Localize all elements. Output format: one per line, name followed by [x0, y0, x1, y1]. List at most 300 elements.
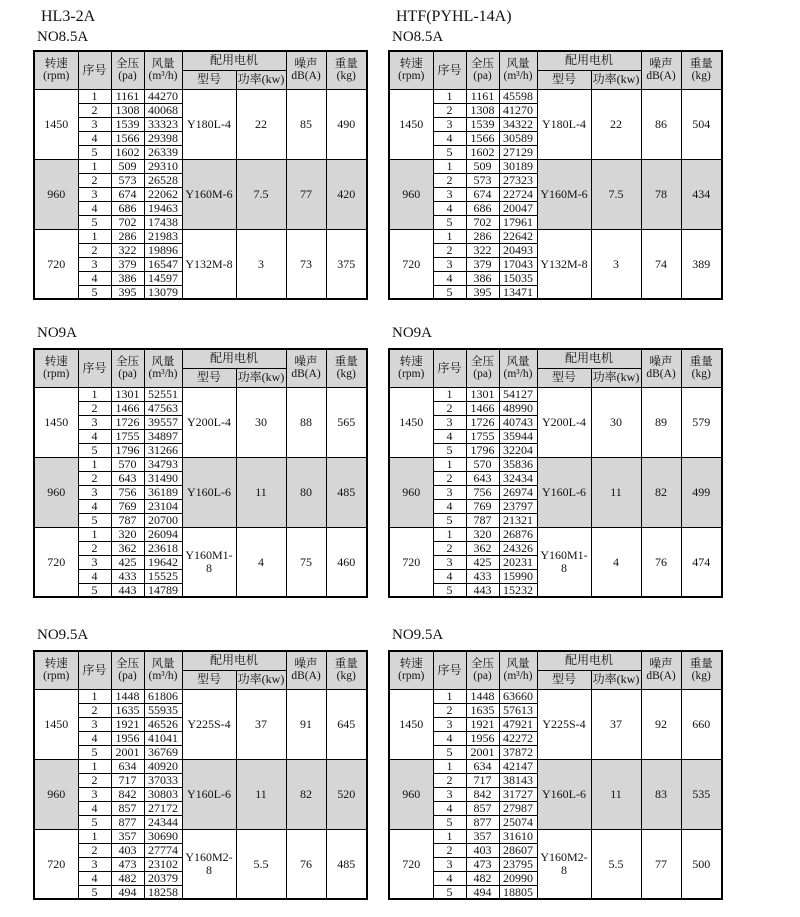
airflow-cell: 14597 [144, 271, 182, 285]
pressure-cell: 425 [111, 555, 144, 569]
pressure-cell: 494 [111, 885, 144, 899]
power-cell: 30 [591, 387, 641, 457]
pressure-cell: 717 [111, 773, 144, 787]
pressure-cell: 322 [111, 243, 144, 257]
pressure-cell: 494 [466, 885, 499, 899]
serial-cell: 5 [433, 513, 466, 527]
spec-table [388, 348, 723, 598]
noise-cell: 75 [286, 527, 326, 597]
serial-cell: 3 [78, 187, 111, 201]
table-row [34, 89, 367, 103]
pressure-cell: 634 [111, 759, 144, 773]
pressure-cell: 386 [466, 271, 499, 285]
header-speed-line2: (rpm) [398, 670, 425, 683]
airflow-cell: 45598 [499, 89, 537, 103]
rpm-cell: 1450 [34, 689, 78, 759]
header-motor-group: 配用电机 [182, 349, 286, 368]
weight-cell: 434 [681, 159, 722, 229]
header-pressure-line2: (pa) [118, 70, 137, 83]
serial-cell: 2 [433, 703, 466, 717]
serial-cell: 3 [433, 787, 466, 801]
header-serial: 序号 [78, 51, 111, 89]
airflow-cell: 23104 [144, 499, 182, 513]
header-speed-line2: (rpm) [398, 368, 425, 381]
pressure-cell: 1755 [466, 429, 499, 443]
pressure-cell: 1755 [111, 429, 144, 443]
pressure-cell: 570 [111, 457, 144, 471]
serial-cell: 5 [433, 583, 466, 597]
pressure-cell: 787 [466, 513, 499, 527]
pressure-cell: 756 [466, 485, 499, 499]
pressure-cell: 573 [466, 173, 499, 187]
airflow-cell: 47563 [144, 401, 182, 415]
pressure-cell: 787 [111, 513, 144, 527]
header-pressure-line1: 全压 [471, 57, 494, 70]
noise-cell: 76 [641, 527, 681, 597]
serial-cell: 4 [433, 569, 466, 583]
header-airflow-line1: 风量 [506, 355, 530, 368]
motor-model-cell: Y225S-4 [537, 689, 591, 759]
serial-cell: 5 [433, 745, 466, 759]
header-airflow [499, 349, 537, 387]
airflow-cell: 34793 [144, 457, 182, 471]
rpm-cell: 1450 [389, 89, 433, 159]
weight-cell: 389 [681, 229, 722, 299]
serial-cell: 1 [433, 457, 466, 471]
weight-cell: 565 [326, 387, 367, 457]
table-row [389, 527, 722, 541]
table-row [389, 689, 722, 703]
header-noise [641, 349, 681, 387]
table-body [389, 689, 722, 899]
power-cell: 22 [591, 89, 641, 159]
airflow-cell: 19463 [144, 201, 182, 215]
table-row [389, 829, 722, 843]
airflow-cell: 31610 [499, 829, 537, 843]
table-body [389, 89, 722, 299]
header-motor-model: 型号 [537, 70, 591, 89]
header-weight-line2: (kg) [336, 70, 356, 83]
serial-cell: 4 [433, 499, 466, 513]
airflow-cell: 63660 [499, 689, 537, 703]
pressure-cell: 857 [466, 801, 499, 815]
serial-cell: 4 [78, 569, 111, 583]
serial-cell: 4 [78, 201, 111, 215]
header-speed-line1: 转速 [44, 355, 68, 368]
airflow-cell: 23795 [499, 857, 537, 871]
airflow-cell: 55935 [144, 703, 182, 717]
header-weight-line1: 重量 [334, 57, 358, 70]
serial-cell: 4 [78, 871, 111, 885]
header-serial: 序号 [433, 651, 466, 689]
airflow-cell: 19642 [144, 555, 182, 569]
airflow-cell: 27774 [144, 843, 182, 857]
serial-cell: 1 [78, 89, 111, 103]
table-row [34, 527, 367, 541]
airflow-cell: 21983 [144, 229, 182, 243]
pressure-cell: 769 [111, 499, 144, 513]
weight-cell: 460 [326, 527, 367, 597]
serial-cell: 2 [433, 173, 466, 187]
airflow-cell: 20990 [499, 871, 537, 885]
table-header [389, 651, 722, 689]
airflow-cell: 35944 [499, 429, 537, 443]
airflow-cell: 44270 [144, 89, 182, 103]
rpm-cell: 720 [34, 527, 78, 597]
header-weight [681, 349, 722, 387]
header-noise [286, 651, 326, 689]
header-pressure-line1: 全压 [116, 57, 139, 70]
airflow-cell: 26094 [144, 527, 182, 541]
pressure-cell: 1539 [466, 117, 499, 131]
airflow-cell: 16547 [144, 257, 182, 271]
airflow-cell: 57613 [499, 703, 537, 717]
motor-model-cell: Y160L-6 [182, 457, 236, 527]
rpm-cell: 960 [34, 457, 78, 527]
pressure-cell: 473 [466, 857, 499, 871]
header-row-1 [389, 651, 722, 670]
airflow-cell: 26339 [144, 145, 182, 159]
motor-model-cell: Y160L-6 [537, 759, 591, 829]
header-motor-group: 配用电机 [537, 349, 641, 368]
power-cell: 30 [236, 387, 286, 457]
power-cell: 7.5 [591, 159, 641, 229]
header-motor-power: 功率(kw) [236, 70, 286, 89]
airflow-cell: 20493 [499, 243, 537, 257]
pressure-cell: 322 [466, 243, 499, 257]
pressure-cell: 1796 [111, 443, 144, 457]
model-title: NO8.5A [392, 29, 444, 45]
serial-cell: 2 [78, 703, 111, 717]
serial-cell: 5 [78, 215, 111, 229]
header-noise-line2: dB(A) [646, 670, 676, 683]
pressure-cell: 842 [111, 787, 144, 801]
header-weight [681, 51, 722, 89]
airflow-cell: 40743 [499, 415, 537, 429]
airflow-cell: 30803 [144, 787, 182, 801]
header-noise-line1: 噪声 [294, 355, 318, 368]
pressure-cell: 1726 [466, 415, 499, 429]
airflow-cell: 47921 [499, 717, 537, 731]
spec-table [388, 650, 723, 900]
pressure-cell: 702 [111, 215, 144, 229]
header-row-1 [389, 349, 722, 368]
header-speed-line1: 转速 [399, 657, 423, 670]
weight-cell: 485 [326, 457, 367, 527]
series-title: HTF(PYHL-14A) [396, 8, 512, 25]
serial-cell: 3 [433, 117, 466, 131]
noise-cell: 85 [286, 89, 326, 159]
airflow-cell: 18805 [499, 885, 537, 899]
header-motor-model: 型号 [182, 368, 236, 387]
table-row [34, 689, 367, 703]
motor-model-cell: Y160M-6 [182, 159, 236, 229]
noise-cell: 83 [641, 759, 681, 829]
pressure-cell: 379 [466, 257, 499, 271]
header-pressure-line1: 全压 [116, 355, 139, 368]
pressure-cell: 1796 [466, 443, 499, 457]
airflow-cell: 37872 [499, 745, 537, 759]
noise-cell: 82 [641, 457, 681, 527]
airflow-cell: 28607 [499, 843, 537, 857]
header-serial: 序号 [433, 349, 466, 387]
pressure-cell: 756 [111, 485, 144, 499]
pressure-cell: 1308 [111, 103, 144, 117]
pressure-cell: 395 [111, 285, 144, 299]
serial-cell: 3 [78, 717, 111, 731]
pressure-cell: 1956 [466, 731, 499, 745]
pressure-cell: 842 [466, 787, 499, 801]
serial-cell: 4 [433, 871, 466, 885]
header-noise-line1: 噪声 [649, 57, 673, 70]
serial-cell: 2 [433, 103, 466, 117]
table-header [389, 51, 722, 89]
serial-cell: 5 [433, 145, 466, 159]
power-cell: 37 [236, 689, 286, 759]
serial-cell: 2 [78, 243, 111, 257]
header-speed-line1: 转速 [399, 355, 423, 368]
pressure-cell: 1602 [466, 145, 499, 159]
serial-cell: 1 [78, 457, 111, 471]
power-cell: 5.5 [236, 829, 286, 899]
airflow-cell: 14789 [144, 583, 182, 597]
serial-cell: 1 [78, 829, 111, 843]
spec-table [388, 50, 723, 300]
rpm-cell: 1450 [389, 387, 433, 457]
airflow-cell: 27129 [499, 145, 537, 159]
serial-cell: 5 [78, 145, 111, 159]
pressure-cell: 386 [111, 271, 144, 285]
motor-model-cell: Y180L-4 [537, 89, 591, 159]
pressure-cell: 1602 [111, 145, 144, 159]
table-row [34, 229, 367, 243]
pressure-cell: 1726 [111, 415, 144, 429]
airflow-cell: 15035 [499, 271, 537, 285]
airflow-cell: 29310 [144, 159, 182, 173]
table-header [34, 349, 367, 387]
serial-cell: 2 [433, 471, 466, 485]
noise-cell: 73 [286, 229, 326, 299]
column-left [33, 8, 367, 910]
spec-table [33, 50, 368, 300]
pressure-cell: 1921 [111, 717, 144, 731]
airflow-cell: 26974 [499, 485, 537, 499]
serial-cell: 3 [433, 485, 466, 499]
header-speed-line2: (rpm) [43, 70, 70, 83]
pressure-cell: 357 [466, 829, 499, 843]
header-airflow [144, 51, 182, 89]
header-motor-power: 功率(kw) [236, 670, 286, 689]
header-pressure-line2: (pa) [118, 368, 137, 381]
header-airflow [499, 51, 537, 89]
motor-model-cell: Y160M2-8 [182, 829, 236, 899]
noise-cell: 89 [641, 387, 681, 457]
serial-cell: 3 [78, 787, 111, 801]
power-cell: 4 [591, 527, 641, 597]
airflow-cell: 15990 [499, 569, 537, 583]
header-speed-line2: (rpm) [398, 70, 425, 83]
header-serial: 序号 [433, 51, 466, 89]
header-weight-line2: (kg) [336, 670, 356, 683]
serial-cell: 4 [433, 731, 466, 745]
header-weight-line2: (kg) [691, 70, 711, 83]
header-pressure-line1: 全压 [116, 657, 139, 670]
header-airflow [144, 349, 182, 387]
header-weight-line1: 重量 [689, 355, 713, 368]
airflow-cell: 13471 [499, 285, 537, 299]
pressure-cell: 362 [111, 541, 144, 555]
table-row [389, 759, 722, 773]
airflow-cell: 18258 [144, 885, 182, 899]
serial-cell: 5 [78, 583, 111, 597]
header-motor-power: 功率(kw) [591, 368, 641, 387]
pressure-cell: 1161 [466, 89, 499, 103]
serial-cell: 2 [78, 471, 111, 485]
airflow-cell: 31727 [499, 787, 537, 801]
noise-cell: 88 [286, 387, 326, 457]
serial-cell: 2 [433, 843, 466, 857]
serial-cell: 3 [433, 187, 466, 201]
airflow-cell: 38143 [499, 773, 537, 787]
rpm-cell: 720 [389, 527, 433, 597]
pressure-cell: 2001 [466, 745, 499, 759]
airflow-cell: 40920 [144, 759, 182, 773]
table-row [389, 387, 722, 401]
weight-cell: 490 [326, 89, 367, 159]
motor-model-cell: Y160M1-8 [182, 527, 236, 597]
motor-model-cell: Y160M-6 [537, 159, 591, 229]
power-cell: 4 [236, 527, 286, 597]
serial-cell: 2 [433, 541, 466, 555]
pressure-cell: 286 [111, 229, 144, 243]
pressure-cell: 403 [111, 843, 144, 857]
weight-cell: 535 [681, 759, 722, 829]
header-speed-line1: 转速 [399, 57, 423, 70]
serial-cell: 2 [433, 243, 466, 257]
serial-cell: 3 [78, 415, 111, 429]
airflow-cell: 27987 [499, 801, 537, 815]
airflow-cell: 13079 [144, 285, 182, 299]
airflow-cell: 20379 [144, 871, 182, 885]
airflow-cell: 30690 [144, 829, 182, 843]
noise-cell: 86 [641, 89, 681, 159]
header-motor-group: 配用电机 [182, 651, 286, 670]
header-pressure [466, 51, 499, 89]
header-noise-line2: dB(A) [646, 70, 676, 83]
serial-cell: 2 [78, 843, 111, 857]
header-speed [34, 349, 78, 387]
header-airflow-line1: 风量 [151, 657, 175, 670]
noise-cell: 80 [286, 457, 326, 527]
table-row [34, 829, 367, 843]
pressure-cell: 1308 [466, 103, 499, 117]
serial-cell: 5 [78, 745, 111, 759]
airflow-cell: 54127 [499, 387, 537, 401]
header-weight-line2: (kg) [691, 368, 711, 381]
header-airflow-line2: (m³/h) [148, 70, 178, 83]
pressure-cell: 1301 [111, 387, 144, 401]
serial-cell: 3 [433, 857, 466, 871]
serial-cell: 4 [433, 131, 466, 145]
header-motor-power: 功率(kw) [591, 670, 641, 689]
airflow-cell: 41270 [499, 103, 537, 117]
noise-cell: 74 [641, 229, 681, 299]
motor-model-cell: Y225S-4 [182, 689, 236, 759]
pressure-cell: 509 [466, 159, 499, 173]
motor-model-cell: Y200L-4 [537, 387, 591, 457]
airflow-cell: 34322 [499, 117, 537, 131]
pressure-cell: 686 [466, 201, 499, 215]
header-noise-line1: 噪声 [294, 57, 318, 70]
serial-cell: 4 [433, 201, 466, 215]
power-cell: 11 [236, 759, 286, 829]
serial-cell: 3 [78, 555, 111, 569]
airflow-cell: 34897 [144, 429, 182, 443]
header-pressure-line2: (pa) [473, 70, 492, 83]
airflow-cell: 40068 [144, 103, 182, 117]
noise-cell: 82 [286, 759, 326, 829]
header-speed [389, 51, 433, 89]
serial-cell: 3 [433, 257, 466, 271]
header-motor-power: 功率(kw) [236, 368, 286, 387]
table-body [389, 387, 722, 597]
pressure-cell: 573 [111, 173, 144, 187]
serial-cell: 1 [78, 387, 111, 401]
pressure-cell: 857 [111, 801, 144, 815]
serial-cell: 3 [78, 485, 111, 499]
header-speed-line1: 转速 [44, 57, 68, 70]
header-weight-line2: (kg) [691, 670, 711, 683]
serial-cell: 1 [78, 689, 111, 703]
pressure-cell: 473 [111, 857, 144, 871]
header-noise-line2: dB(A) [291, 670, 321, 683]
pressure-cell: 1566 [111, 131, 144, 145]
airflow-cell: 35836 [499, 457, 537, 471]
serial-cell: 5 [433, 815, 466, 829]
airflow-cell: 37033 [144, 773, 182, 787]
header-noise-line1: 噪声 [649, 355, 673, 368]
airflow-cell: 22062 [144, 187, 182, 201]
spec-table [33, 348, 368, 598]
weight-cell: 504 [681, 89, 722, 159]
table-row [34, 759, 367, 773]
pressure-cell: 570 [466, 457, 499, 471]
header-speed-line1: 转速 [44, 657, 68, 670]
pressure-cell: 443 [466, 583, 499, 597]
serial-cell: 3 [78, 257, 111, 271]
header-airflow-line1: 风量 [506, 657, 530, 670]
header-airflow-line2: (m³/h) [148, 368, 178, 381]
pressure-cell: 702 [466, 215, 499, 229]
airflow-cell: 36769 [144, 745, 182, 759]
serial-cell: 2 [78, 173, 111, 187]
serial-cell: 1 [433, 829, 466, 843]
serial-cell: 4 [78, 131, 111, 145]
header-noise-line1: 噪声 [294, 657, 318, 670]
pressure-cell: 877 [466, 815, 499, 829]
pressure-cell: 320 [466, 527, 499, 541]
rpm-cell: 960 [389, 159, 433, 229]
serial-cell: 3 [433, 415, 466, 429]
airflow-cell: 22724 [499, 187, 537, 201]
table-row [389, 229, 722, 243]
rpm-cell: 1450 [389, 689, 433, 759]
airflow-cell: 21321 [499, 513, 537, 527]
header-noise [641, 51, 681, 89]
serial-cell: 1 [78, 759, 111, 773]
pressure-cell: 1539 [111, 117, 144, 131]
header-weight [326, 349, 367, 387]
